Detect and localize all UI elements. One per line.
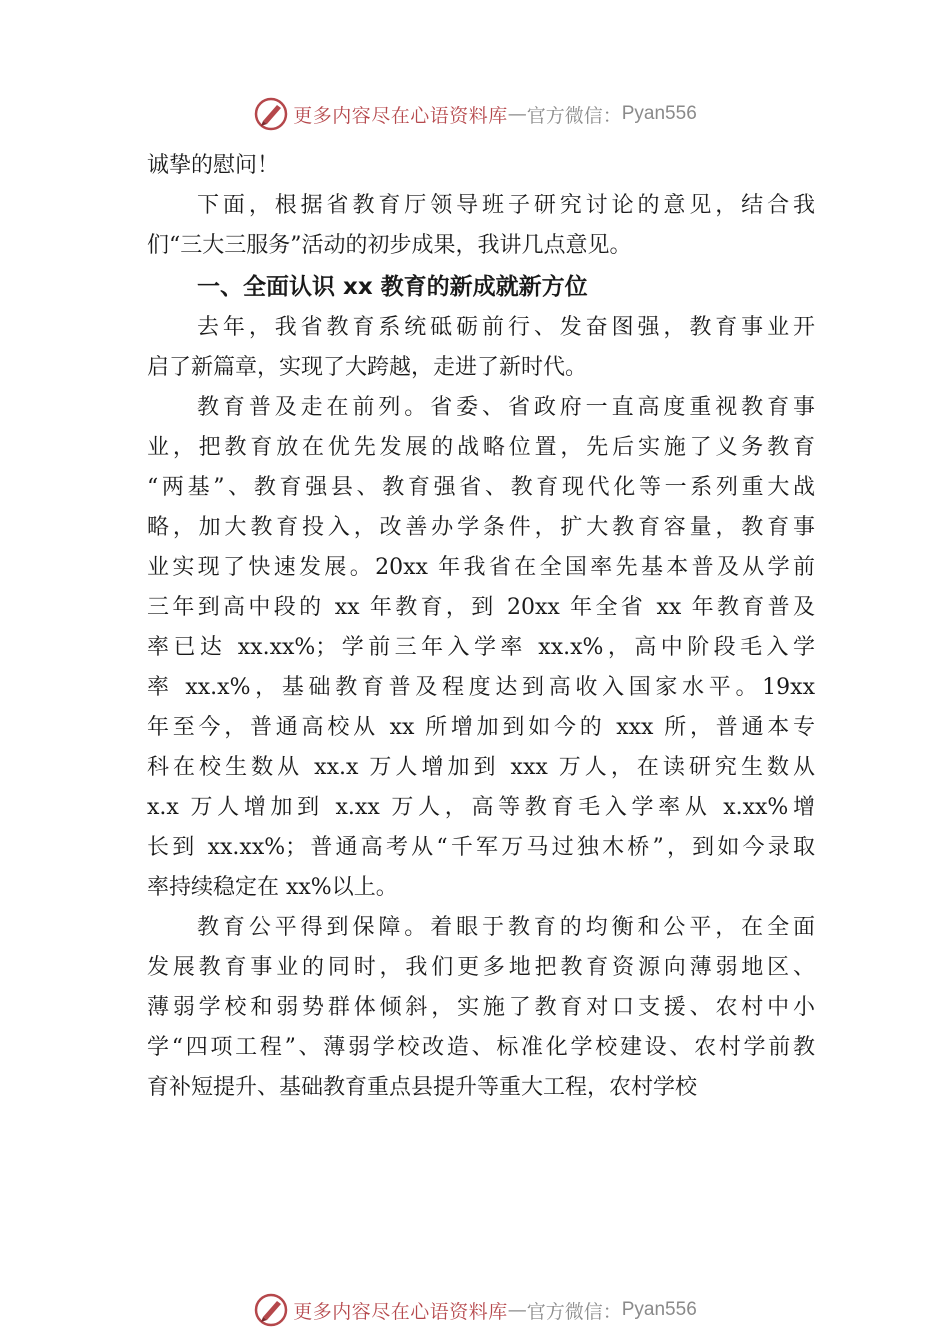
pen-badge-icon — [253, 1292, 289, 1328]
text-line: 学“四项工程”、薄弱学校改造、标准化学校建设、农村学前教 — [147, 1035, 815, 1060]
watermark-dash: — — [507, 1299, 527, 1321]
text-line: “两基”、教育强县、教育强省、教育现代化等一系列重大战 — [147, 475, 815, 500]
section-heading: 一、全面认识 xx 教育的新成就新方位 — [197, 274, 588, 300]
text-line: 诚挚的慰问！ — [147, 153, 280, 178]
watermark-dash: — — [507, 103, 527, 125]
watermark-banner-bottom — [0, 1290, 950, 1330]
text-line: 业，把教育放在优先发展的战略位置，先后实施了义务教育 — [147, 435, 815, 460]
text-line: 业实现了快速发展。20xx 年我省在全国率先基本普及从学前 — [147, 555, 815, 580]
text-line: 教育普及走在前列。省委、省政府一直高度重视教育事 — [197, 395, 815, 420]
text-line: 科在校生数从 xx.x 万人增加到 xxx 万人，在读研究生数从 — [147, 755, 815, 780]
text-line: 率 xx.x%，基础教育普及程度达到高收入国家水平。19xx — [147, 675, 815, 700]
text-line: 三年到高中段的 xx 年教育，到 20xx 年全省 xx 年教育普及 — [147, 595, 815, 620]
watermark-official-text: 官方微信： — [526, 104, 622, 127]
text-line: 育补短提升、基础教育重点县提升等重大工程，农村学校 — [147, 1075, 698, 1100]
watermark-brand-text: 更多内容尽在心语资料库 — [293, 1300, 508, 1323]
watermark-wechat-id: Pyan556 — [621, 103, 697, 124]
pen-badge-icon — [253, 96, 289, 132]
text-line: 略，加大教育投入，改善办学条件，扩大教育容量，教育事 — [147, 515, 815, 540]
watermark-brand-text: 更多内容尽在心语资料库 — [293, 104, 508, 127]
text-line: 率已达 xx.xx%；学前三年入学率 xx.x%，高中阶段毛入学 — [147, 635, 815, 660]
text-line: 率持续稳定在 xx%以上。 — [147, 875, 398, 900]
text-line: 年至今，普通高校从 xx 所增加到如今的 xxx 所，普通本专 — [147, 715, 815, 740]
watermark-wechat-id: Pyan556 — [621, 1299, 697, 1320]
text-line: 启了新篇章，实现了大跨越，走进了新时代。 — [147, 355, 588, 380]
text-line: x.x 万人增加到 x.xx 万人，高等教育毛入学率从 x.xx%增 — [147, 795, 815, 820]
text-line: 们“三大三服务”活动的初步成果，我讲几点意见。 — [147, 233, 632, 258]
text-line: 去年，我省教育系统砥砺前行、发奋图强，教育事业开 — [197, 315, 815, 340]
text-line: 教育公平得到保障。着眼于教育的均衡和公平，在全面 — [197, 915, 815, 940]
document-body — [147, 146, 815, 1108]
text-line: 长到 xx.xx%；普通高考从“千军万马过独木桥”，到如今录取 — [147, 835, 815, 860]
text-line: 薄弱学校和弱势群体倾斜，实施了教育对口支援、农村中小 — [147, 995, 815, 1020]
watermark-official-text: 官方微信： — [526, 1300, 622, 1323]
text-line: 发展教育事业的同时，我们更多地把教育资源向薄弱地区、 — [147, 955, 815, 980]
text-line: 下面，根据省教育厅领导班子研究讨论的意见，结合我 — [197, 193, 815, 218]
watermark-banner-top — [0, 94, 950, 134]
